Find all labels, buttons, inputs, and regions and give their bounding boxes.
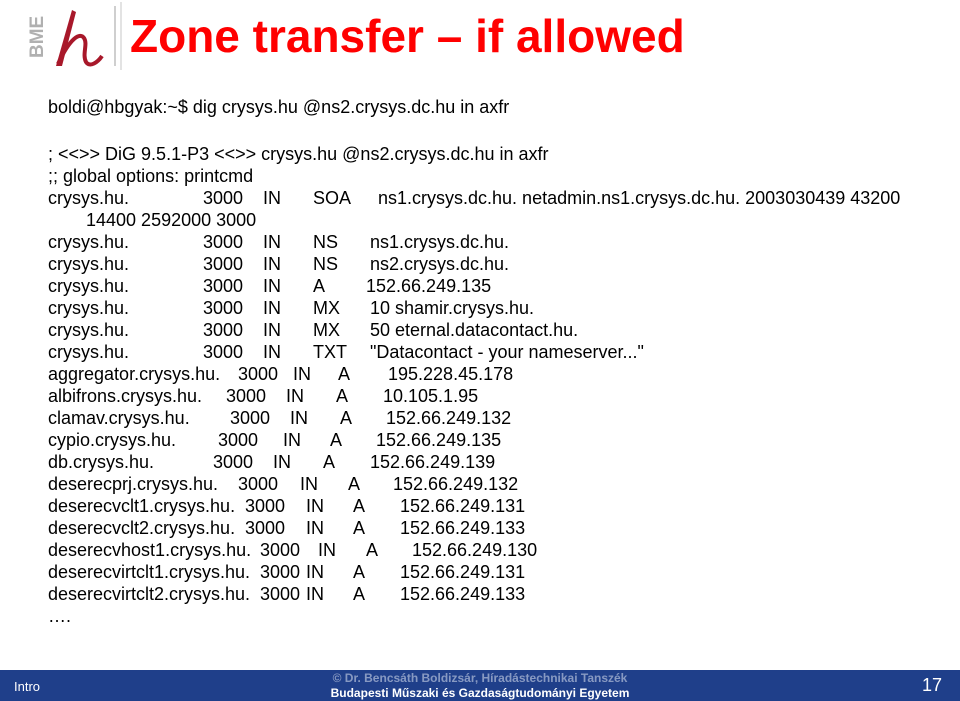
record-type: SOA bbox=[313, 188, 352, 208]
record-name: clamav.crysys.hu. bbox=[48, 408, 190, 428]
record-ttl: 3000 bbox=[203, 254, 244, 274]
record-value: 10.105.1.95 bbox=[383, 386, 479, 406]
slide-title: Zone transfer – if allowed bbox=[130, 10, 685, 62]
logo-text: BME bbox=[27, 15, 48, 58]
record-ttl: 3000 bbox=[260, 540, 301, 560]
record-value: 152.66.249.131 bbox=[400, 496, 526, 516]
record-value: 152.66.249.139 bbox=[370, 452, 496, 472]
record-name: deserecvhost1.crysys.hu. bbox=[48, 540, 252, 560]
record-value: 152.66.249.130 bbox=[412, 540, 538, 560]
bme-logo bbox=[18, 2, 128, 70]
record-value: 152.66.249.131 bbox=[400, 562, 526, 582]
record-value: ns1.crysys.dc.hu. netadmin.ns1.crysys.dc.hu. 2003030439 43200 bbox=[378, 188, 901, 208]
record-ttl: 3000 bbox=[260, 584, 301, 604]
record-class: IN bbox=[263, 232, 281, 252]
record-class: IN bbox=[263, 298, 281, 318]
record-type: A bbox=[340, 408, 353, 428]
record-name: crysys.hu. bbox=[48, 232, 130, 252]
soa-continuation: 14400 2592000 3000 bbox=[86, 210, 257, 230]
record-class: IN bbox=[306, 584, 324, 604]
output-text: ;; global options: printcmd bbox=[48, 166, 254, 186]
record-name: aggregator.crysys.hu. bbox=[48, 364, 221, 384]
record-name: crysys.hu. bbox=[48, 298, 130, 318]
record-name: deserecprj.crysys.hu. bbox=[48, 474, 219, 494]
record-value: ns2.crysys.dc.hu. bbox=[370, 254, 510, 274]
record-ttl: 3000 bbox=[203, 320, 244, 340]
record-type: A bbox=[353, 584, 366, 604]
record-name: deserecvirtclt2.crysys.hu. bbox=[48, 584, 251, 604]
record-class: IN bbox=[273, 452, 291, 472]
record-ttl: 3000 bbox=[245, 518, 286, 538]
record-name: db.crysys.hu. bbox=[48, 452, 155, 472]
record-value: 152.66.249.135 bbox=[366, 276, 492, 296]
record-class: IN bbox=[318, 540, 336, 560]
record-name: deserecvirtclt1.crysys.hu. bbox=[48, 562, 251, 582]
record-ttl: 3000 bbox=[203, 342, 244, 362]
record-class: IN bbox=[263, 342, 281, 362]
dig-command: boldi@hbgyak:~$ dig crysys.hu @ns2.crysys.dc.hu in axfr bbox=[48, 97, 510, 117]
record-type: A bbox=[353, 496, 366, 516]
record-class: IN bbox=[263, 188, 281, 208]
record-type: A bbox=[323, 452, 336, 472]
record-ttl: 3000 bbox=[260, 562, 301, 582]
record-ttl: 3000 bbox=[218, 430, 259, 450]
record-value: ns1.crysys.dc.hu. bbox=[370, 232, 510, 252]
record-value: 50 eternal.datacontact.hu. bbox=[370, 320, 579, 340]
record-name: deserecvclt2.crysys.hu. bbox=[48, 518, 236, 538]
record-type: A bbox=[366, 540, 379, 560]
footer-bar bbox=[0, 670, 960, 701]
record-ttl: 3000 bbox=[203, 232, 244, 252]
record-type: A bbox=[336, 386, 349, 406]
record-type: A bbox=[348, 474, 361, 494]
record-name: crysys.hu. bbox=[48, 342, 130, 362]
record-class: IN bbox=[290, 408, 308, 428]
record-type: A bbox=[353, 518, 366, 538]
record-type: TXT bbox=[313, 342, 347, 362]
record-class: IN bbox=[283, 430, 301, 450]
record-ttl: 3000 bbox=[245, 496, 286, 516]
record-type: NS bbox=[313, 254, 339, 274]
record-type: A bbox=[330, 430, 343, 450]
record-ttl: 3000 bbox=[203, 188, 244, 208]
output-text: …. bbox=[48, 606, 72, 626]
record-value: 152.66.249.135 bbox=[376, 430, 502, 450]
record-class: IN bbox=[300, 474, 318, 494]
record-value: 10 shamir.crysys.hu. bbox=[370, 298, 535, 318]
record-value: 152.66.249.133 bbox=[400, 584, 526, 604]
record-value: 152.66.249.132 bbox=[393, 474, 519, 494]
footer-university: Budapesti Műszaki és Gazdaságtudományi Egyetem bbox=[330, 686, 630, 700]
record-ttl: 3000 bbox=[238, 474, 279, 494]
record-name: albifrons.crysys.hu. bbox=[48, 386, 203, 406]
record-ttl: 3000 bbox=[238, 364, 279, 384]
record-name: crysys.hu. bbox=[48, 188, 130, 208]
record-type: MX bbox=[313, 320, 340, 340]
record-ttl: 3000 bbox=[230, 408, 271, 428]
record-ttl: 3000 bbox=[203, 298, 244, 318]
record-type: MX bbox=[313, 298, 340, 318]
record-value: 195.228.45.178 bbox=[388, 364, 514, 384]
record-name: crysys.hu. bbox=[48, 276, 130, 296]
record-name: crysys.hu. bbox=[48, 320, 130, 340]
footer-credits bbox=[0, 671, 960, 701]
record-class: IN bbox=[306, 496, 324, 516]
record-class: IN bbox=[263, 254, 281, 274]
record-class: IN bbox=[286, 386, 304, 406]
record-value: 152.66.249.133 bbox=[400, 518, 526, 538]
footer-section-label: Intro bbox=[14, 679, 41, 694]
record-class: IN bbox=[306, 562, 324, 582]
record-name: deserecvclt1.crysys.hu. bbox=[48, 496, 236, 516]
record-type: NS bbox=[313, 232, 339, 252]
record-class: IN bbox=[306, 518, 324, 538]
record-ttl: 3000 bbox=[203, 276, 244, 296]
record-name: cypio.crysys.hu. bbox=[48, 430, 177, 450]
footer-copyright: © Dr. Bencsáth Boldizsár, Híradástechnikai Tanszék bbox=[332, 671, 628, 685]
record-type: A bbox=[338, 364, 351, 384]
record-ttl: 3000 bbox=[226, 386, 267, 406]
record-value: 152.66.249.132 bbox=[386, 408, 512, 428]
record-class: IN bbox=[263, 320, 281, 340]
record-class: IN bbox=[293, 364, 311, 384]
page-number: 17 bbox=[921, 675, 942, 695]
record-name: crysys.hu. bbox=[48, 254, 130, 274]
record-type: A bbox=[313, 276, 326, 296]
record-value: "Datacontact - your nameserver..." bbox=[370, 342, 644, 362]
output-text: ; <<>> DiG 9.5.1-P3 <<>> crysys.hu @ns2.crysys.dc.hu in axfr bbox=[48, 144, 549, 164]
record-class: IN bbox=[263, 276, 281, 296]
record-ttl: 3000 bbox=[213, 452, 254, 472]
record-type: A bbox=[353, 562, 366, 582]
